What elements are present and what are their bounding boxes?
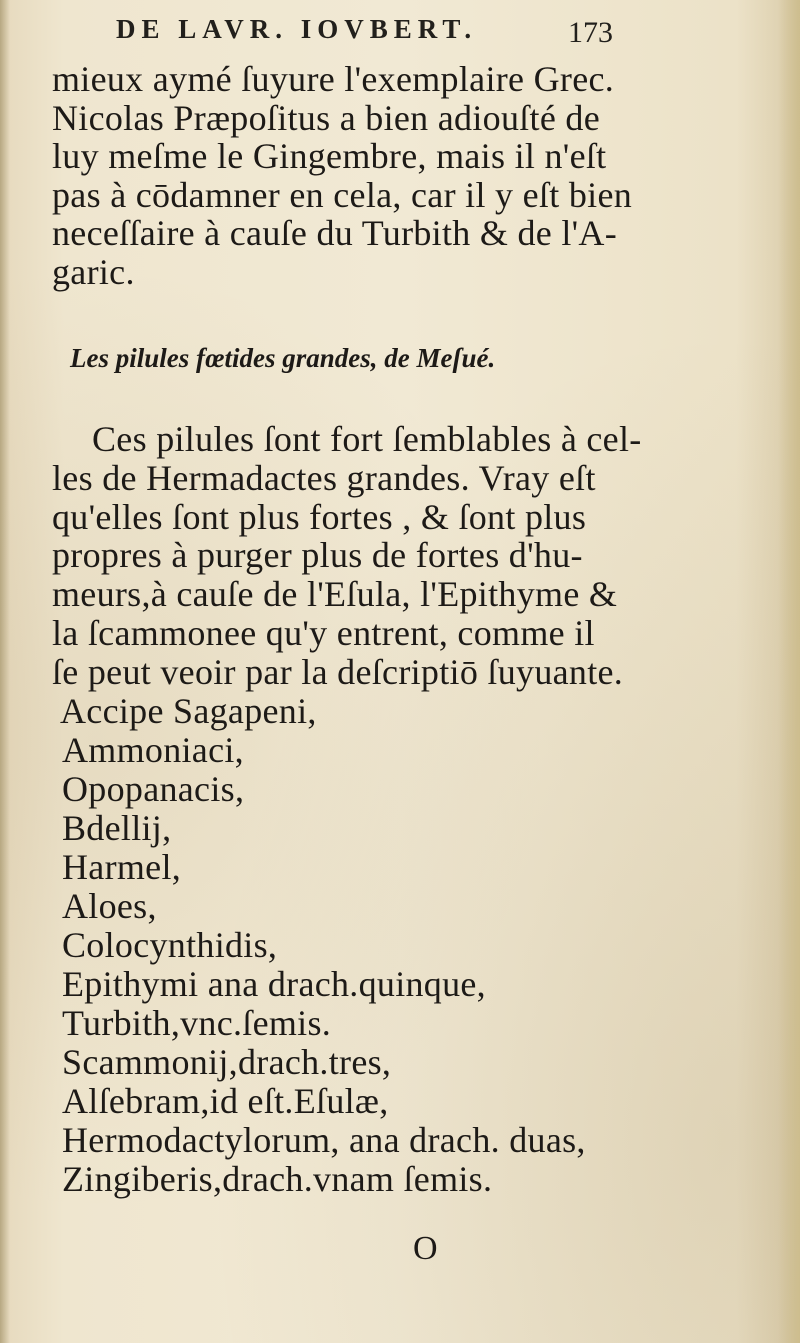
text-line: Ces pilules ſont fort ſemblables à cel- bbox=[92, 419, 642, 459]
recipe-list bbox=[60, 692, 680, 1199]
text-line: mieux aymé ſuyure l'exemplaire Grec. bbox=[52, 59, 615, 99]
body-paragraph bbox=[52, 420, 672, 692]
recipe-line: Scammonij,drach.tres, bbox=[62, 1042, 392, 1082]
text-line: la ſcammonee qu'y entrent, comme il bbox=[52, 612, 595, 653]
recipe-line: Hermodactylorum, ana drach. duas, bbox=[62, 1120, 586, 1160]
text-line: luy meſme le Gingembre, mais il n'eſt bbox=[52, 136, 607, 176]
section-heading: Les pilules fœtides grandes, de Meſué. bbox=[70, 343, 496, 373]
text-line: meurs,à cauſe de l'Eſula, l'Epithyme & bbox=[52, 574, 618, 615]
text-line: neceſſaire à cauſe du Turbith & de l'A- bbox=[52, 213, 618, 253]
text-line: garic. bbox=[52, 251, 135, 292]
text-line: qu'elles ſont plus fortes , & ſont plus bbox=[52, 496, 587, 537]
opening-text bbox=[52, 60, 662, 291]
recipe-line: Alſebram,id eſt.Eſulæ, bbox=[62, 1081, 389, 1121]
running-head: DE LAVR. IOVBERT. bbox=[116, 14, 478, 44]
recipe-line: Opopanacis, bbox=[62, 769, 245, 809]
text-line: ſe peut veoir par la deſcriptiō ſuyuante. bbox=[52, 651, 624, 692]
recipe-line: Epithymi ana drach.quinque, bbox=[62, 964, 486, 1004]
recipe-line: Aloes, bbox=[62, 886, 157, 926]
text-line: Nicolas Præpoſitus a bien adiouſté de bbox=[52, 97, 601, 138]
recipe-line: Harmel, bbox=[62, 847, 182, 887]
page-gutter-shadow bbox=[0, 0, 10, 1343]
recipe-line: Turbith,vnc.ſemis. bbox=[62, 1003, 332, 1043]
page-number: 173 bbox=[568, 16, 613, 49]
text-line: propres à purger plus de fortes d'hu- bbox=[52, 535, 583, 576]
recipe-line: Ammoniaci, bbox=[62, 730, 244, 770]
recipe-line: Bdellij, bbox=[62, 808, 172, 848]
text-line: les de Hermadactes grandes. Vray eſt bbox=[52, 457, 596, 498]
page-edge-shadow bbox=[778, 0, 800, 1343]
recipe-line: Accipe Sagapeni, bbox=[60, 691, 317, 731]
text-line: pas à cōdamner en cela, car il y eſt bien bbox=[52, 174, 633, 215]
recipe-line: Colocynthidis, bbox=[62, 925, 278, 965]
catchword: O bbox=[413, 1230, 438, 1267]
recipe-line: Zingiberis,drach.vnam ſemis. bbox=[62, 1159, 493, 1199]
